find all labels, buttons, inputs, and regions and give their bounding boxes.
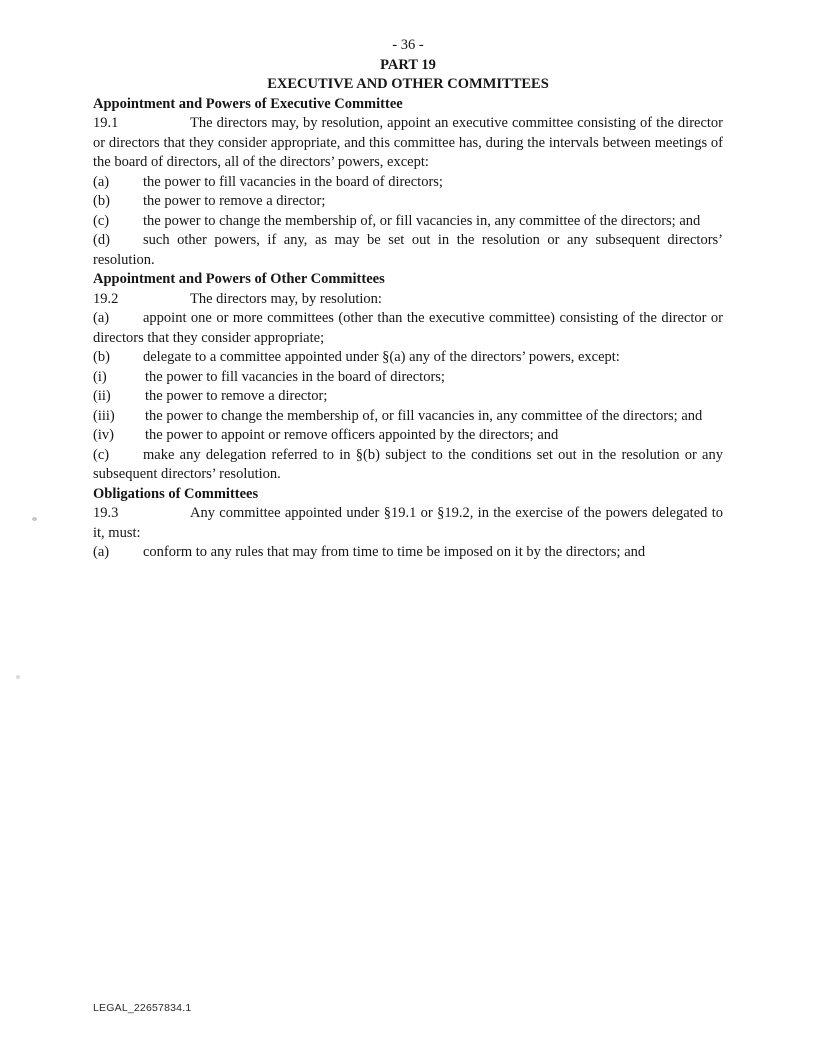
list-item-19-2-c — [93, 446, 723, 485]
list-item-text: such other powers, if any, as may be set out in the resolution or any subsequent directors’ resolution. — [93, 232, 723, 268]
page-number: - 36 - — [392, 37, 424, 53]
sublist-item-text: the power to appoint or remove officers appointed by the directors; and — [145, 427, 559, 443]
list-item-19-2-a — [93, 309, 723, 348]
scan-artifact-speck — [32, 517, 37, 521]
clause-text: The directors may, by resolution: — [190, 290, 382, 307]
list-item-label: (a) — [93, 173, 110, 190]
list-item-text: the power to fill vacancies in the board of directors; — [143, 173, 443, 190]
clause-text: The directors may, by resolution, appoint an executive committee consisting of the director or directors that they consider appropriate, and this committee has, during the intervals between meetings of the board of directors, all of the directors’ powers, except: — [93, 115, 723, 170]
list-item-19-2-b — [93, 348, 723, 368]
part-title: EXECUTIVE AND OTHER COMMITTEES — [267, 76, 549, 92]
list-item-text: the power to change the membership of, or fill vacancies in, any committee of the directors; and — [143, 212, 701, 229]
list-item-text: appoint one or more committees (other than the executive committee) consisting of the director or directors that they consider appropriate; — [93, 310, 723, 346]
sublist-item-label: (iii) — [93, 407, 115, 424]
sublist-item-label: (iv) — [93, 427, 114, 443]
clause-number: 19.1 — [93, 115, 119, 131]
sublist-item-label: (ii) — [93, 388, 111, 404]
list-item-label: (c) — [93, 446, 110, 463]
list-item-text: conform to any rules that may from time to time be imposed on it by the directors; and — [143, 544, 646, 560]
sublist-item-19-2-b-i — [93, 368, 723, 388]
section-heading-other-committees: Appointment and Powers of Other Committees — [93, 271, 385, 287]
list-item-19-1-b — [93, 192, 723, 212]
list-item-label: (a) — [93, 310, 110, 326]
sublist-item-text: the power to remove a director; — [145, 388, 328, 404]
list-item-label: (c) — [93, 212, 110, 229]
section-heading-executive-committee: Appointment and Powers of Executive Committee — [93, 95, 403, 112]
list-item-label: (b) — [93, 193, 110, 209]
list-item-text: delegate to a committee appointed under §(a) any of the directors’ powers, except: — [143, 349, 620, 365]
sublist-item-text: the power to fill vacancies in the board of directors; — [145, 368, 445, 385]
list-item-19-1-c — [93, 212, 723, 232]
document-reference-number: LEGAL_22657834.1 — [93, 1002, 192, 1014]
list-item-text: make any delegation referred to in §(b) subject to the conditions set out in the resolution or any subsequent directors’ resolution. — [93, 446, 723, 482]
scan-artifact-speck — [16, 675, 20, 679]
list-item-19-1-d — [93, 231, 723, 270]
sublist-item-19-2-b-iii — [93, 407, 723, 427]
sublist-item-label: (i) — [93, 368, 107, 385]
clause-19-2 — [93, 290, 723, 310]
clause-number: 19.3 — [93, 505, 119, 521]
part-heading: PART 19 — [380, 56, 436, 73]
list-item-label: (b) — [93, 349, 110, 365]
sublist-item-text: the power to change the membership of, or fill vacancies in, any committee of the directors; and — [145, 407, 703, 424]
sublist-item-19-2-b-iv — [93, 426, 723, 446]
clause-number: 19.2 — [93, 290, 119, 307]
clause-19-3 — [93, 504, 723, 543]
clause-text: Any committee appointed under §19.1 or §19.2, in the exercise of the powers delegated to it, must: — [93, 505, 723, 541]
list-item-label: (a) — [93, 544, 110, 560]
list-item-19-1-a — [93, 173, 723, 193]
sublist-item-19-2-b-ii — [93, 387, 723, 407]
list-item-label: (d) — [93, 232, 110, 248]
clause-19-1 — [93, 114, 723, 173]
list-item-text: the power to remove a director; — [143, 193, 326, 209]
section-heading-obligations: Obligations of Committees — [93, 485, 259, 502]
list-item-19-3-a — [93, 543, 723, 563]
